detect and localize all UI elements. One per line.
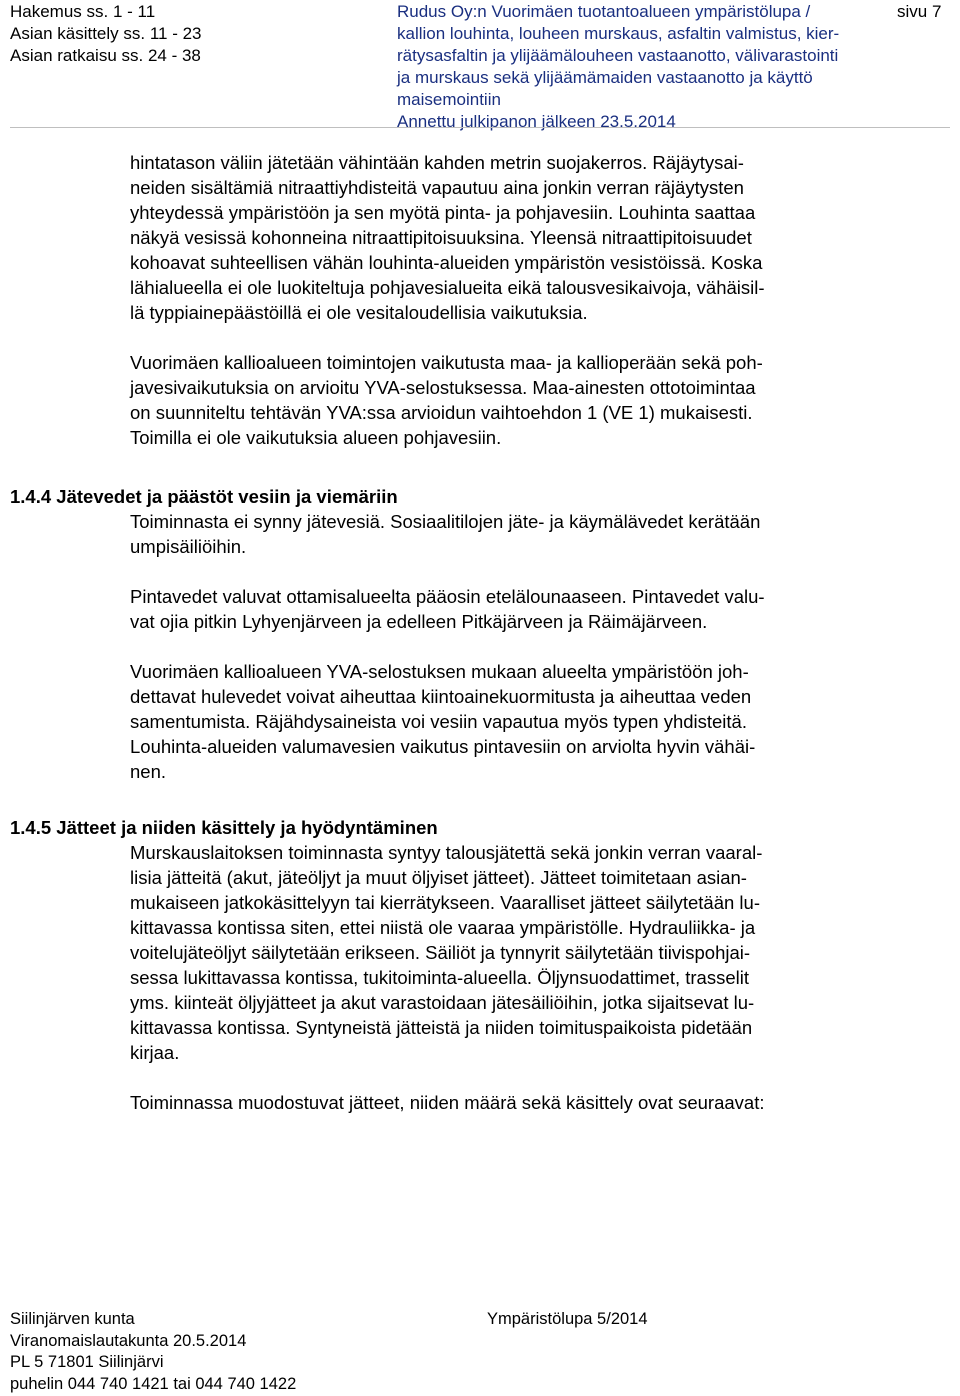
header-title-line: maisemointiin — [397, 90, 501, 109]
page-number: sivu 7 — [897, 2, 942, 21]
section-heading-waste: 1.4.5 Jätteet ja niiden käsittely ja hyödyntäminen — [10, 817, 438, 838]
header-title-line: rätysasfaltin ja ylijäämälouheen vastaanotto, välivarastointi — [397, 46, 839, 65]
footer-line: PL 5 71801 Siilinjärvi — [10, 1353, 164, 1372]
header-line: Asian käsittely ss. 11 - 23 — [10, 24, 202, 43]
footer-line: puhelin 044 740 1421 tai 044 740 1422 — [10, 1375, 297, 1394]
paragraph-nitrates: hintatason väliin jätetään vähintään kahden metrin suojakerros. Räjäytysai- neiden sisältämiä nitraattiyhdisteitä vapautuu aina jonkin verran räjäytysten yhteydessä ympäristöön ja sen myötä pinta- ja pohjavesiin. Louhinta saattaa näkyä vesissä kohonneina nitraattipitoisuuksina. Yleensä nitraattipitoisuudet kohoavat suhteellisen vähän louhinta-alueiden ympäristön vesistöissä. Koska lähialueella ei ole luokiteltuja pohjavesialueita eikä talousvesikaivoja, vähäisil- lä typpiainepäästöillä ei ole vesitaloudellisia vaikutuksia. — [130, 152, 765, 323]
header-title-line: Annettu julkipanon jälkeen 23.5.2014 — [397, 112, 676, 131]
paragraph-surface-water: Pintavedet valuvat ottamisalueelta pääosin etelälounaaseen. Pintavedet valu- vat ojia pitkin Lyhyenjärveen ja edelleen Pitkäjärveen ja Räimäjärveen. — [130, 586, 765, 632]
body-text-wastewater — [130, 509, 960, 784]
header-line: Hakemus ss. 1 - 11 — [10, 2, 156, 21]
paragraph-wastewater: Toiminnasta ei synny jätevesiä. Sosiaalitilojen jäte- ja käymälävedet kerätään umpisäiliöihin. — [130, 511, 761, 557]
section-heading-wastewater: 1.4.4 Jätevedet ja päästöt vesiin ja viemäriin — [10, 486, 398, 507]
header-case-info — [10, 1, 202, 67]
body-text — [130, 150, 960, 450]
paragraph-groundwater: Vuorimäen kallioalueen toimintojen vaikutusta maa- ja kallioperään sekä poh- javesivaikutuksia on arvioitu YVA-selostuksessa. Maa-ainesten ottotoimintaa on suunniteltu tehtävän YVA:ssa arvioidun vaihtoehdon 1 (VE 1) mukaisesti. Toimilla ei ole vaikutuksia alueen pohjavesiin. — [130, 352, 763, 448]
paragraph-waste-handling: Murskauslaitoksen toiminnasta syntyy talousjätettä sekä jonkin verran vaaral- lisia jätteitä (akut, jäteöljyt ja muut öljyiset jätteet). Jätteet toimitetaan asian- mukaiseen jatkokäsittelyyn tai kierrätykseen. Vaaralliset jätteet säilytetään lu- kittavassa kontissa siten, ettei niistä ole vaaraa ympäristölle. Hydrauliikka- ja voitelujäteöljyt säilytetään erikseen. Säiliöt ja tynnyrit säilytetään tiivispohjai- sessa lukittavassa kontissa, tukitoiminta-alueella. Öljynsuodattimet, trasselit yms. kiinteät öljyjätteet ja akut varastoidaan jätesäiliöihin, jotka sijaitsevat lu- kittavassa kontissa. Syntyneistä jätteistä ja niiden toimituspaikoista pidetään kirjaa. — [130, 842, 763, 1063]
header-line: Asian ratkaisu ss. 24 - 38 — [10, 46, 201, 65]
header-title-line: kallion louhinta, louheen murskaus, asfaltin valmistus, kier- — [397, 24, 840, 43]
footer-authority — [10, 1309, 296, 1396]
header-title-line: Rudus Oy:n Vuorimäen tuotantoalueen ympäristölupa / — [397, 2, 811, 21]
footer-permit-number: Ympäristölupa 5/2014 — [487, 1310, 648, 1328]
footer-line: Viranomaislautakunta 20.5.2014 — [10, 1331, 247, 1350]
header-title-line: ja murskaus sekä ylijäämämaiden vastaanotto ja käyttö — [397, 68, 813, 87]
paragraph-stormwater: Vuorimäen kallioalueen YVA-selostuksen mukaan alueelta ympäristöön joh- dettavat hulevedet voivat aiheuttaa kiintoainekuormitusta ja aiheuttaa veden samentumista. Räjähdysaineista voi vesiin vapautua myös typen yhdisteitä. Louhinta-alueiden valumavesien vaikutus pintavesiin on arviolta hyvin vähäi- nen. — [130, 661, 756, 782]
header-document-title — [397, 1, 897, 133]
body-text-waste — [130, 840, 960, 1115]
paragraph-waste-summary: Toiminnassa muodostuvat jätteet, niiden määrä sekä käsittely ovat seuraavat: — [130, 1092, 765, 1113]
footer-line: Siilinjärven kunta — [10, 1310, 135, 1328]
header-divider — [10, 127, 950, 128]
